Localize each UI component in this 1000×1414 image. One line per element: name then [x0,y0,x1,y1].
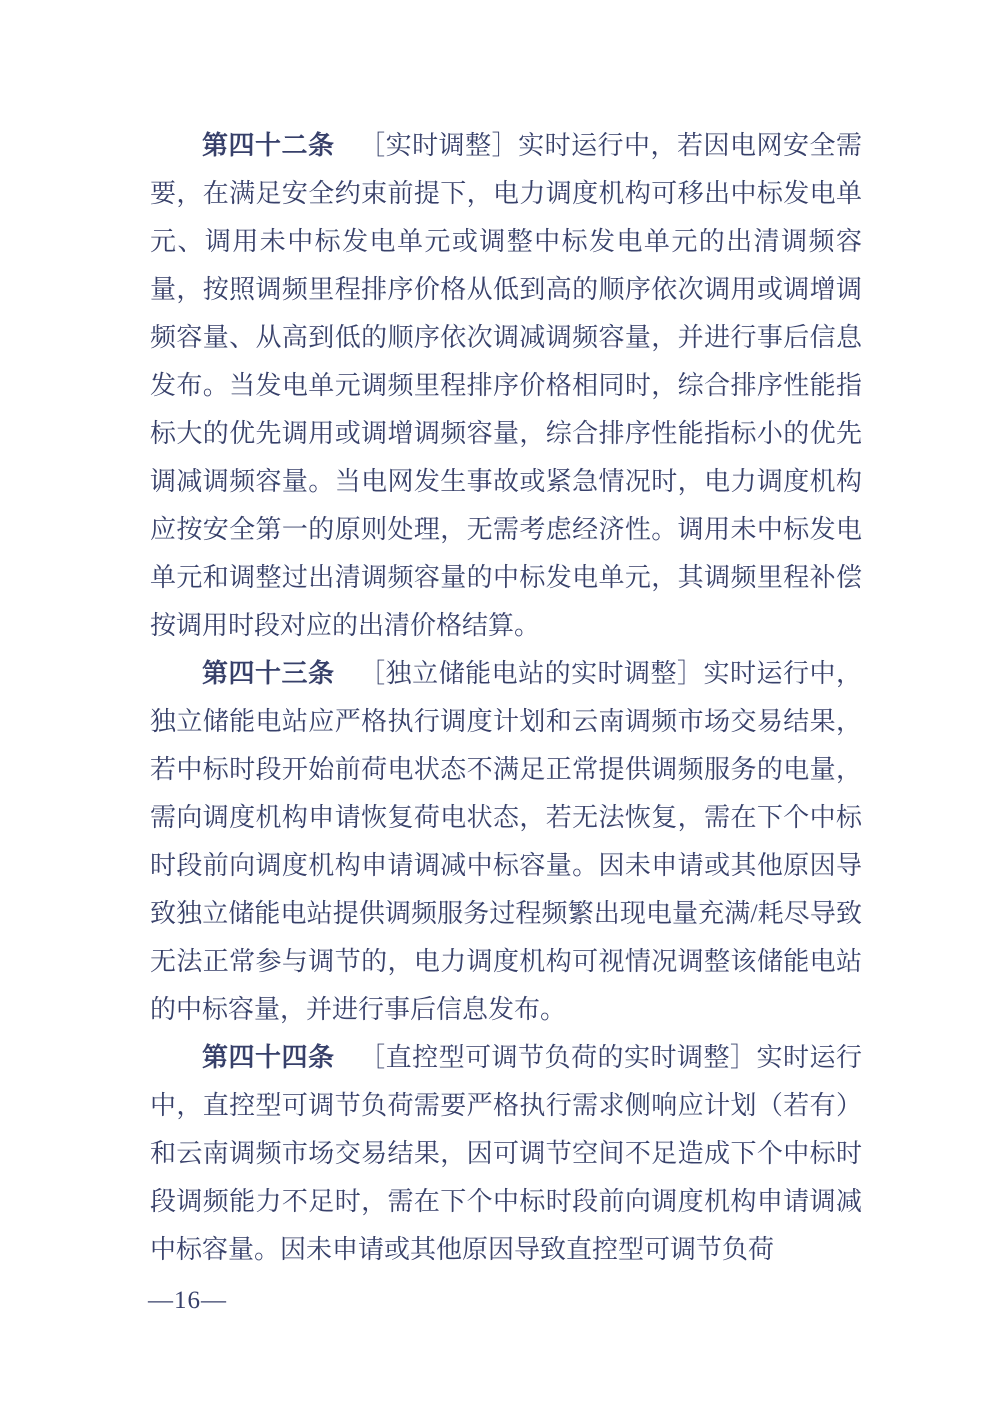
article-number: 第四十三条 [202,659,335,688]
document-body [150,122,862,1274]
paragraph-text: ［直控型可调节负荷的实时调整］实时运行中，直控型可调节负荷需要严格执行需求侧响应计划（若有）和云南调频市场交易结果，因可调节空间不足造成下个中标时段调频能力不足时，需在下个中标时段前向调度机构申请调减中标容量。因未申请或其他原因导致直控型可调节负荷 [150,1043,862,1264]
paragraph-text: ［实时调整］实时运行中，若因电网安全需要，在满足安全约束前提下，电力调度机构可移出中标发电单元、调用未中标发电单元或调整中标发电单元的出清调频容量，按照调频里程排序价格从低到高的顺序依次调用或调增调频容量、从高到低的顺序依次调减调频容量，并进行事后信息发布。当发电单元调频里程排序价格相同时，综合排序性能指标大的优先调用或调增调频容量，综合排序性能指标小的优先调减调频容量。当电网发生事故或紧急情况时，电力调度机构应按安全第一的原则处理，无需考虑经济性。调用未中标发电单元和调整过出清调频容量的中标发电单元，其调频里程补偿按调用时段对应的出清价格结算。 [150,131,862,640]
paragraph [150,122,862,650]
page-number: —16— [148,1287,227,1314]
paragraph [150,650,862,1034]
paragraph [150,1034,862,1274]
article-number: 第四十四条 [202,1043,335,1072]
article-number: 第四十二条 [202,131,335,160]
paragraph-text: ［独立储能电站的实时调整］实时运行中，独立储能电站应严格执行调度计划和云南调频市场交易结果，若中标时段开始前荷电状态不满足正常提供调频服务的电量，需向调度机构申请恢复荷电状态，若无法恢复，需在下个中标时段前向调度机构申请调减中标容量。因未申请或其他原因导致独立储能电站提供调频服务过程频繁出现电量充满/耗尽导致无法正常参与调节的，电力调度机构可视情况调整该储能电站的中标容量，并进行事后信息发布。 [150,659,862,1024]
